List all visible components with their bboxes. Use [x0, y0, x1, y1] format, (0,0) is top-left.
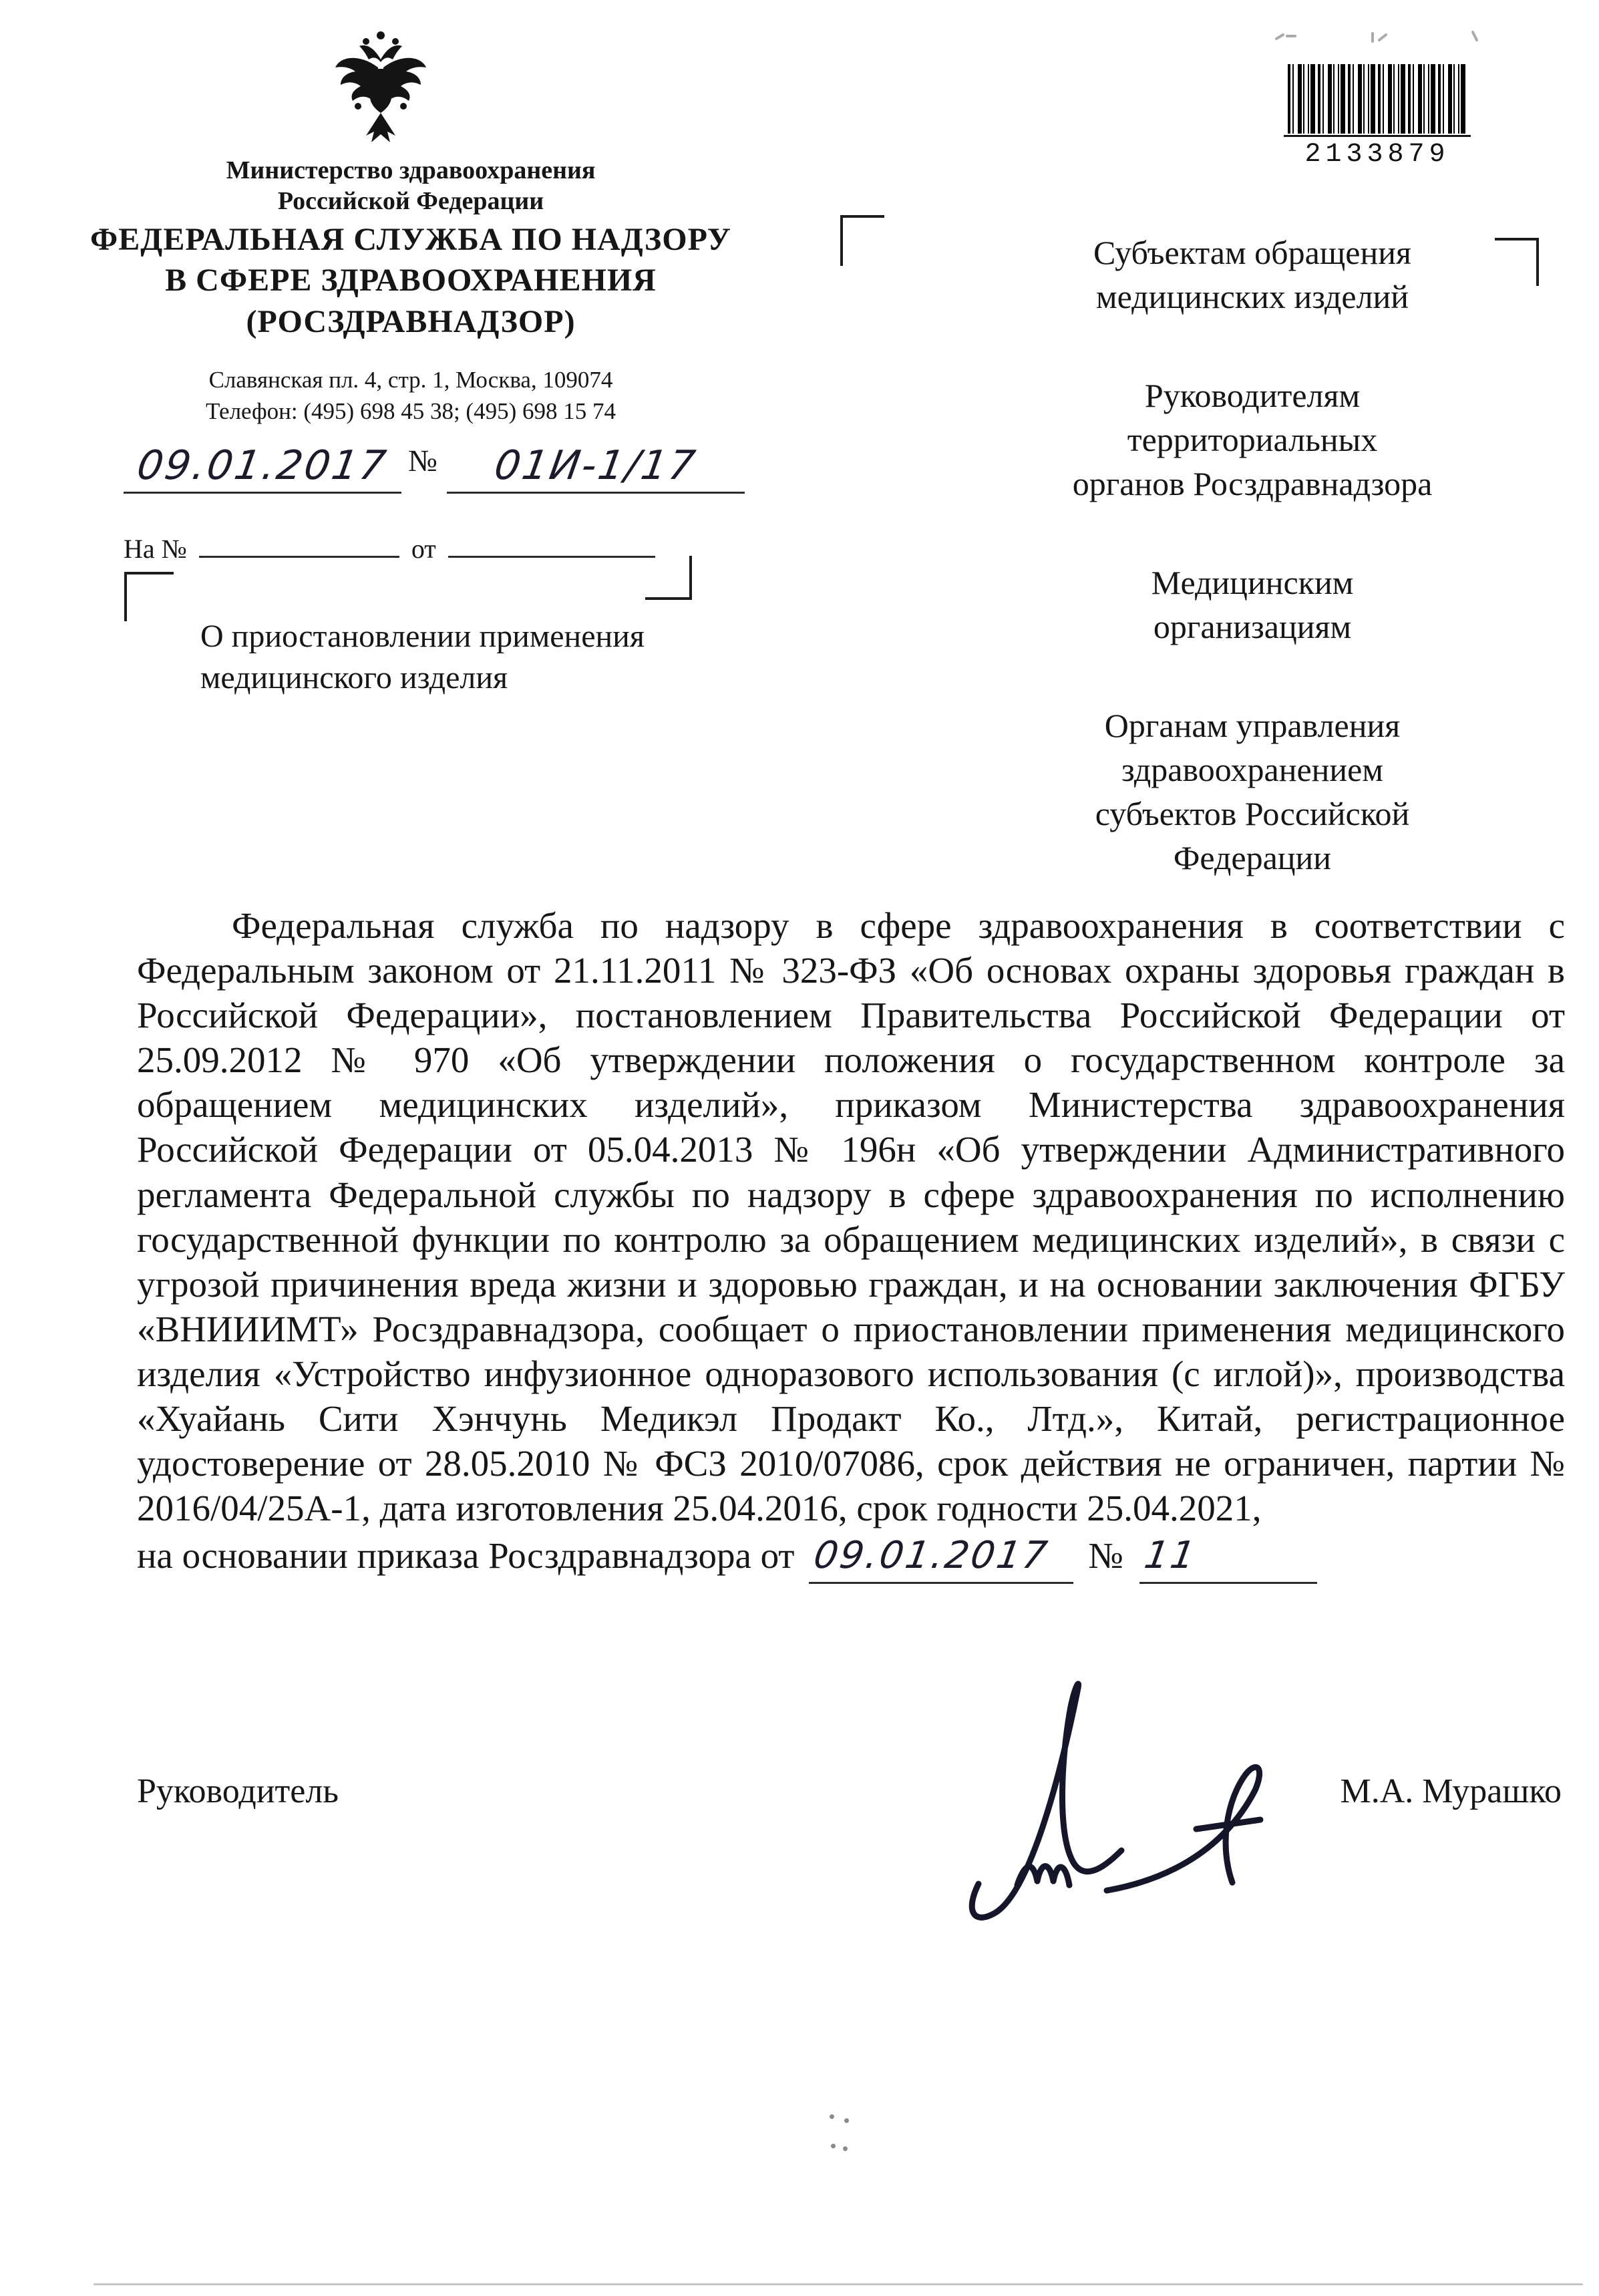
addressee-item	[989, 703, 1516, 880]
barcode-block	[1284, 64, 1477, 170]
scan-noise	[830, 2114, 856, 2154]
agency-name	[73, 219, 748, 342]
addressee-corner-mark-left	[840, 215, 884, 266]
order-date-field	[809, 1533, 1073, 1583]
pen-marks	[1272, 25, 1493, 52]
coat-of-arms-icon	[327, 25, 434, 150]
reply-na-label: На №	[124, 534, 187, 564]
addressee-item	[989, 373, 1516, 506]
body-last-line	[137, 1533, 1565, 1583]
number-sign: №	[408, 444, 437, 478]
agency-address-block	[73, 364, 748, 428]
outgoing-number-handwritten: 01И-1/17	[491, 442, 701, 489]
addressee-line: Органам управления	[1104, 707, 1401, 744]
outgoing-number-field	[447, 442, 745, 494]
agency-line: (РОСЗДРАВНАДЗОР)	[246, 303, 576, 339]
barcode-number: 2133879	[1284, 135, 1471, 170]
barcode	[1288, 64, 1467, 134]
reply-date-blank	[448, 529, 655, 558]
scan-edge-line	[94, 2283, 1583, 2285]
addressee-line: территориальных	[1127, 421, 1378, 458]
addressee-list	[989, 230, 1516, 935]
signature-scribble	[932, 1650, 1306, 1944]
addressee-line: Руководителям	[1144, 377, 1361, 414]
addressee-line: организациям	[1153, 608, 1352, 645]
addressee-item	[989, 560, 1516, 649]
agency-line: ФЕДЕРАЛЬНАЯ СЛУЖБА ПО НАДЗОРУ	[90, 222, 731, 257]
order-date-handwritten: 09.01.2017	[811, 1534, 1053, 1578]
reply-ot-label: от	[411, 534, 436, 564]
subject-corner-mark-left	[124, 572, 174, 621]
reply-reference-row	[124, 529, 655, 564]
addressee-line: Федерации	[1173, 839, 1332, 876]
outgoing-date-field	[124, 442, 401, 494]
ministry-name	[73, 155, 748, 217]
addressee-line: Медицинским	[1151, 564, 1354, 601]
addressee-line: органов Росздравнадзора	[1072, 465, 1433, 502]
reply-number-blank	[199, 529, 399, 558]
ministry-line: Министерство здравоохранения	[226, 156, 596, 184]
signer-position: Руководитель	[137, 1772, 339, 1810]
agency-address: Славянская пл. 4, стр. 1, Москва, 109074	[208, 367, 613, 393]
agency-line: В СФЕРЕ ЗДРАВООХРАНЕНИЯ	[165, 263, 657, 299]
subject-text: О приостановлении применения	[200, 619, 645, 654]
subject-text: медицинского изделия	[200, 660, 508, 696]
addressee-line: Субъектам обращения	[1093, 234, 1411, 271]
order-reference-text: на основании приказа Росздравнадзора от	[137, 1535, 795, 1577]
addressee-line: здравоохранением	[1121, 751, 1383, 788]
addressee-item	[989, 230, 1516, 319]
subject-line	[200, 616, 735, 699]
addressee-line: субъектов Российской	[1095, 795, 1410, 832]
body-paragraph: Федеральная служба по надзору в сфере здравоохранения в соответствии с Федеральным законом от 21.11.2011 № 323-ФЗ «Об основах охраны здоровья граждан в Российской Федерации», постановлением Правительства Российской Федерации от 25.09.2012 № 970 «Об утверждении положения о государственном контроле за обращением медицинских изделий», приказом Министерства здравоохранения Российской Федерации от 05.04.2013 № 196н «Об утверждении Административного регламента Федеральной службы по надзору в сфере здравоохранения по исполнению государственной функции по контролю за обращением медицинских изделий», в связи с угрозой причинения вреда жизни и здоровью граждан, и на основании заключения ФГБУ «ВНИИИМТ» Росздравнадзора, сообщает о приостановлении применения медицинского изделия «Устройство инфузионное одноразового использования (с иглой)», производства «Хуайань Сити Хэнчунь Медикэл Продакт Ко., Лтд.», Китай, регистрационное удостоверение от 28.05.2010 № ФСЗ 2010/07086, срок действия не ограничен, партии № 2016/04/25А-1, дата изготовления 25.04.2016, срок годности 25.04.2021,	[137, 905, 1565, 1529]
agency-phone: Телефон: (495) 698 45 38; (495) 698 15 74	[206, 398, 616, 425]
order-number-handwritten: 11	[1141, 1534, 1200, 1578]
order-number-sign: №	[1088, 1535, 1123, 1577]
addressee-line: медицинских изделий	[1095, 278, 1409, 315]
order-number-field	[1139, 1533, 1317, 1583]
letter-body	[137, 903, 1565, 1584]
outgoing-date-handwritten: 09.01.2017	[134, 442, 391, 489]
ministry-line: Российской Федерации	[277, 187, 544, 216]
subject-corner-mark-right	[645, 556, 692, 600]
signer-name: М.А. Мурашко	[1340, 1772, 1562, 1810]
outgoing-reference-row	[124, 442, 858, 494]
